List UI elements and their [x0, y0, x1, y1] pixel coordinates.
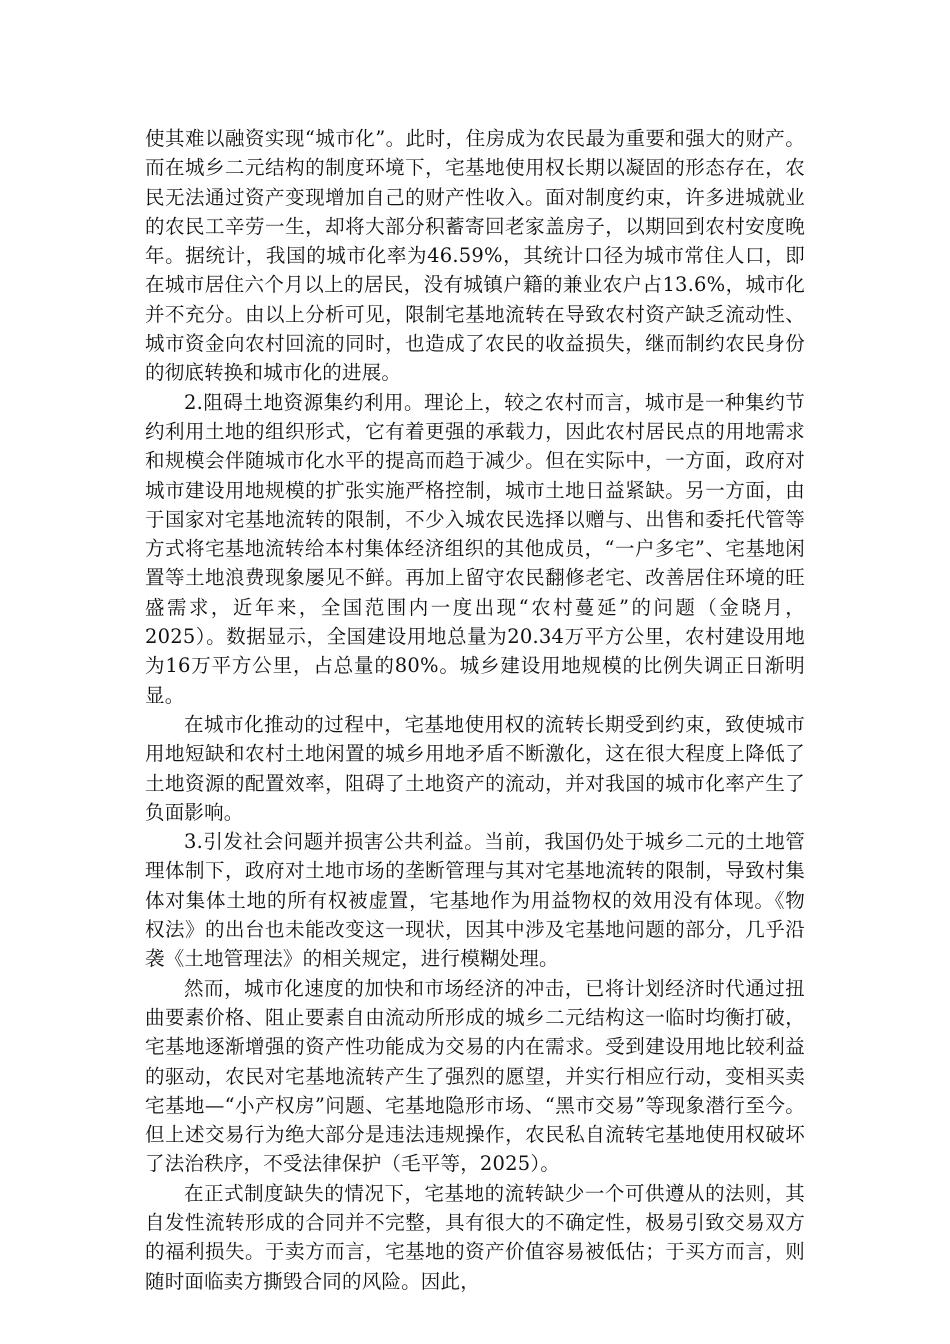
paragraph-6: 在正式制度缺失的情况下，宅基地的流转缺少一个可供遵从的法则，其自发性流转形成的合同并不完整，具有很大的不确定性，极易引致交易双方的福利损失。于卖方而言，宅基地的资产价值容易被低估；于买方而言，则随时面临卖方撕毁合同的风险。因此， — [145, 1181, 805, 1293]
paragraph-5: 然而，城市化速度的加快和市场经济的冲击，已将计划经济时代通过扭曲要素价格、阻止要素自由流动所形成的城乡二元结构这一临时均衡打破，宅基地逐渐增强的资产性功能成为交易的内在需求。受到建设用地比较利益的驱动，农民对宅基地流转产生了强烈的愿望，并实行相应行动，变相买卖宅基地—“小产权房”问题、宅基地隐形市场、“黑市交易”等现象潜行至今。但上述交易行为绝大部分是违法违规操作，农民私自流转宅基地使用权破坏了法治秩序，不受法律保护（毛平等，2025）。 — [145, 976, 805, 1176]
paragraph-3: 在城市化推动的过程中，宅基地使用权的流转长期受到约束，致使城市用地短缺和农村土地闲置的城乡用地矛盾不断激化，这在很大程度上降低了土地资源的配置效率，阻碍了土地资产的流动，并对我国的城市化率产生了负面影响。 — [145, 712, 805, 824]
paragraph-1: 使其难以融资实现“城市化”。此时，住房成为农民最为重要和强大的财产。而在城乡二元结构的制度环境下，宅基地使用权长期以凝固的形态存在，农民无法通过资产变现增加自己的财产性收入。面对制度约束，许多进城就业的农民工辛劳一生，却将大部分积蓄寄回老家盖房子，以期回到农村安度晚年。据统计，我国的城市化率为46.59%，其统计口径为城市常住人口，即在城市居住六个月以上的居民，没有城镇户籍的兼业农户占13.6%，城市化并不充分。由以上分析可见，限制宅基地流转在导致农村资产缺乏流动性、城市资金向农村回流的同时，也造成了农民的收益损失，继而制约农民身份的彻底转换和城市化的进展。 — [145, 127, 805, 385]
paragraph-4: 3.引发社会问题并损害公共利益。当前，我国仍处于城乡二元的土地管理体制下，政府对土地市场的垄断管理与其对宅基地流转的限制，导致村集体对集体土地的所有权被虚置，宅基地作为用益物权的效用没有体现。《物权法》的出台也未能改变这一现状，因其中涉及宅基地问题的部分，几乎沿袭《土地管理法》的相关规定，进行模糊处理。 — [145, 830, 805, 971]
paragraph-2: 2.阻碍土地资源集约利用。理论上，较之农村而言，城市是一种集约节约利用土地的组织形式，它有着更强的承载力，因此农村居民点的用地需求和规模会伴随城市化水平的提高而趋于减少。但在实际中，一方面，政府对城市建设用地规模的扩张实施严格控制，城市土地日益紧缺。另一方面，由于国家对宅基地流转的限制，不少入城农民选择以赠与、出售和委托代管等方式将宅基地流转给本村集体经济组织的其他成员，“一户多宅”、宅基地闲置等土地浪费现象屡见不鲜。再加上留守农民翻修老宅、改善居住环境的旺盛需求，近年来，全国范围内一度出现“农村蔓延”的问题（金晓月，2025）。数据显示，全国建设用地总量为20.34万平方公里，农村建设用地为16万平方公里，占总量的80%。城乡建设用地规模的比例失调正日渐明显。 — [145, 390, 805, 707]
document-body — [145, 124, 805, 1296]
